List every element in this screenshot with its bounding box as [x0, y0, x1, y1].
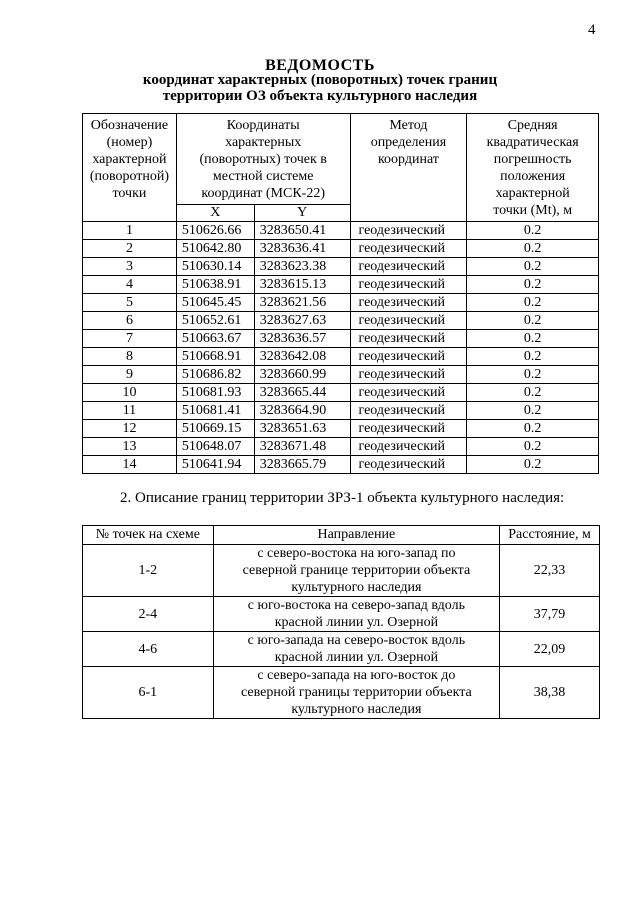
table-row: [83, 597, 600, 632]
coord-y: 3283642.08: [254, 348, 350, 366]
points-range: 4-6: [83, 632, 214, 667]
coord-x: 510630.14: [176, 258, 254, 276]
direction-line: культурного наследия: [291, 702, 422, 717]
table-row: [83, 348, 599, 366]
table-row: [83, 294, 599, 312]
table-row: [83, 330, 599, 348]
points-range: 2-4: [83, 597, 214, 632]
method: геодезический: [350, 222, 467, 240]
page-number: 4: [588, 22, 596, 38]
mt-value: 0.2: [467, 330, 599, 348]
table-row: [83, 312, 599, 330]
mt-value: 0.2: [467, 402, 599, 420]
coord-y: 3283615.13: [254, 276, 350, 294]
coord-x: 510626.66: [176, 222, 254, 240]
table-row: [83, 438, 599, 456]
coord-x: 510686.82: [176, 366, 254, 384]
header-direction: Направление: [213, 526, 499, 545]
coordinates-table: [82, 113, 599, 474]
point-number: 10: [83, 384, 177, 402]
mt-value: 0.2: [467, 222, 599, 240]
direction-description: [213, 545, 499, 597]
coord-y: 3283621.56: [254, 294, 350, 312]
table-row: [83, 240, 599, 258]
document-subtitle-line1: координат характерных (поворотных) точек границ: [142, 72, 498, 88]
table-row: [83, 276, 599, 294]
coord-y: 3283665.79: [254, 456, 350, 474]
coord-x: 510652.61: [176, 312, 254, 330]
coord-y: 3283660.99: [254, 366, 350, 384]
table-row: [83, 258, 599, 276]
header-x: X: [176, 204, 254, 221]
direction-line: с юго-востока на северо-запад вдоль: [247, 598, 465, 613]
coord-y: 3283650.41: [254, 222, 350, 240]
point-number: 1: [83, 222, 177, 240]
direction-line: северной границы территории объекта: [241, 685, 472, 700]
coord-x: 510681.41: [176, 402, 254, 420]
direction-description: [213, 667, 499, 719]
point-number: 2: [83, 240, 177, 258]
point-number: 12: [83, 420, 177, 438]
header-coordinates: Координаты характерных (поворотных) точек в местной системе координат (МСК-22): [176, 114, 350, 205]
point-number: 6: [83, 312, 177, 330]
table-row: [83, 456, 599, 474]
method: геодезический: [350, 402, 467, 420]
table-row: [83, 384, 599, 402]
point-number: 3: [83, 258, 177, 276]
coord-x: 510641.94: [176, 456, 254, 474]
mt-value: 0.2: [467, 420, 599, 438]
distance-value: 37,79: [500, 597, 600, 632]
coord-x: 510681.93: [176, 384, 254, 402]
coord-y: 3283627.63: [254, 312, 350, 330]
table-row: [83, 667, 600, 719]
boundary-description-table: [82, 525, 600, 719]
direction-line: с юго-запада на северо-восток вдоль: [247, 633, 466, 648]
coord-x: 510645.45: [176, 294, 254, 312]
table-row: [83, 545, 600, 597]
distance-value: 22,33: [500, 545, 600, 597]
point-number: 11: [83, 402, 177, 420]
distance-value: 38,38: [500, 667, 600, 719]
mt-value: 0.2: [467, 312, 599, 330]
method: геодезический: [350, 330, 467, 348]
mt-value: 0.2: [467, 438, 599, 456]
table-row: [83, 632, 600, 667]
header-points: № точек на схеме: [83, 526, 214, 545]
mt-value: 0.2: [467, 366, 599, 384]
mt-value: 0.2: [467, 294, 599, 312]
direction-description: [213, 632, 499, 667]
points-range: 6-1: [83, 667, 214, 719]
coord-x: 510642.80: [176, 240, 254, 258]
method: геодезический: [350, 438, 467, 456]
method: геодезический: [350, 420, 467, 438]
header-method: Метод определения координат: [350, 114, 467, 222]
direction-description: [213, 597, 499, 632]
section-2-title: 2. Описание границ территории ЗРЗ-1 объекта культурного наследия:: [120, 490, 565, 506]
method: геодезический: [350, 240, 467, 258]
table-row: [83, 402, 599, 420]
table-row: [83, 222, 599, 240]
point-number: 4: [83, 276, 177, 294]
mt-value: 0.2: [467, 384, 599, 402]
mt-value: 0.2: [467, 456, 599, 474]
distance-value: 22,09: [500, 632, 600, 667]
mt-value: 0.2: [467, 348, 599, 366]
mt-value: 0.2: [467, 276, 599, 294]
header-error: Средняя квадратическая погрешность положения характерной точки (Mt), м: [467, 114, 599, 222]
header-y: Y: [254, 204, 350, 221]
header-designation: Обозначение (номер) характерной (поворотной) точки: [83, 114, 177, 222]
table-row: [83, 366, 599, 384]
coord-y: 3283664.90: [254, 402, 350, 420]
method: геодезический: [350, 276, 467, 294]
point-number: 5: [83, 294, 177, 312]
method: геодезический: [350, 456, 467, 474]
header-distance: Расстояние, м: [500, 526, 600, 545]
method: геодезический: [350, 312, 467, 330]
method: геодезический: [350, 348, 467, 366]
table-row: [83, 420, 599, 438]
coord-y: 3283651.63: [254, 420, 350, 438]
coord-x: 510669.15: [176, 420, 254, 438]
points-range: 1-2: [83, 545, 214, 597]
coord-y: 3283636.41: [254, 240, 350, 258]
direction-line: красной линии ул. Озерной: [274, 615, 439, 630]
point-number: 14: [83, 456, 177, 474]
coord-x: 510663.67: [176, 330, 254, 348]
point-number: 13: [83, 438, 177, 456]
document-subtitle-line2: территории ОЗ объекта культурного наследия: [162, 88, 478, 104]
coord-x: 510648.07: [176, 438, 254, 456]
point-number: 7: [83, 330, 177, 348]
method: геодезический: [350, 294, 467, 312]
point-number: 9: [83, 366, 177, 384]
method: геодезический: [350, 366, 467, 384]
coord-y: 3283636.57: [254, 330, 350, 348]
mt-value: 0.2: [467, 258, 599, 276]
coord-y: 3283665.44: [254, 384, 350, 402]
direction-line: с северо-востока на юго-запад по: [257, 546, 456, 561]
direction-line: культурного наследия: [291, 580, 422, 595]
direction-line: с северо-запада на юго-восток до: [257, 668, 456, 683]
document-title: ВЕДОМОСТЬ: [265, 57, 375, 74]
method: геодезический: [350, 384, 467, 402]
direction-line: северной границе территории объекта: [242, 563, 471, 578]
coord-y: 3283623.38: [254, 258, 350, 276]
mt-value: 0.2: [467, 240, 599, 258]
coord-y: 3283671.48: [254, 438, 350, 456]
coord-x: 510668.91: [176, 348, 254, 366]
point-number: 8: [83, 348, 177, 366]
method: геодезический: [350, 258, 467, 276]
coord-x: 510638.91: [176, 276, 254, 294]
direction-line: красной линии ул. Озерной: [274, 650, 439, 665]
